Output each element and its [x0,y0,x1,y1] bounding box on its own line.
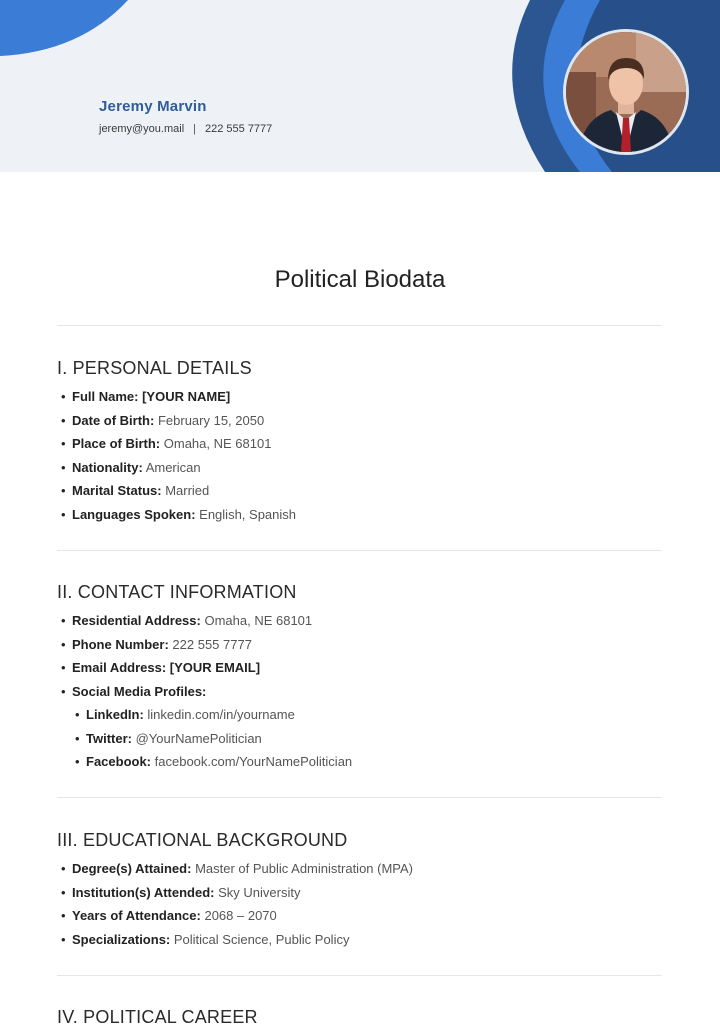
item-label: Specializations: [72,931,171,947]
section-heading: I. PERSONAL DETAILS [57,358,252,378]
document-title: Political Biodata [274,266,446,293]
divider [57,550,662,551]
section-heading: III. EDUCATIONAL BACKGROUND [57,830,348,850]
list-item [57,456,667,480]
item-value: facebook.com/YourNamePolitician [154,754,353,769]
item-label: Facebook: [86,754,152,769]
item-value: February 15, 2050 [157,412,265,428]
item-value: linkedin.com/in/yourname [147,707,295,722]
section-contact-information [57,582,667,774]
item-value: [YOUR EMAIL] [169,660,261,675]
list-item [57,857,667,881]
list-item [57,680,667,704]
list-item [57,928,667,952]
header-banner [0,0,720,172]
portrait-illustration [566,32,686,152]
header-phone: 222 555 7777 [205,123,273,135]
list-item [57,385,667,409]
item-value: English, Spanish [199,506,296,522]
social-item-linkedin [57,703,667,727]
item-value: 222 555 7777 [172,636,252,652]
social-item-twitter [57,727,667,751]
item-value: Master of Public Administration (MPA) [195,861,414,876]
list-item [57,432,667,456]
header-email: jeremy@you.mail [99,123,185,135]
item-label: Date of Birth: [72,412,155,428]
portrait-photo [563,29,689,155]
item-value: Political Science, Public Policy [173,931,350,947]
social-item-facebook [57,750,667,774]
item-label: Phone Number: [72,636,169,652]
list-item [57,503,667,527]
item-label: Institution(s) Attended: [72,884,215,900]
personal-details-list [57,385,667,526]
item-label: Degree(s) Attained: [72,861,192,876]
item-value: 2068 – 2070 [204,908,277,923]
list-item [57,881,667,905]
contact-line [99,123,272,135]
item-value: Omaha, NE 68101 [163,436,272,451]
item-label: LinkedIn: [86,707,144,722]
item-label: Email Address: [72,660,167,675]
item-value: Married [165,483,210,498]
divider [57,797,662,798]
item-label: Social Media Profiles: [72,683,207,699]
education-list [57,857,667,951]
list-item [57,904,667,928]
item-value: Sky University [218,884,301,900]
item-value: Omaha, NE 68101 [204,613,313,628]
item-value: American [145,459,201,475]
item-label: Years of Attendance: [72,908,201,923]
item-label: Full Name: [72,389,139,404]
person-name: Jeremy Marvin [99,98,207,115]
item-label: Twitter: [86,730,132,746]
separator: | [193,123,196,135]
item-value: [YOUR NAME] [142,389,231,404]
item-label: Nationality: [72,459,143,475]
divider [57,325,662,326]
list-item [57,479,667,503]
list-item [57,609,667,633]
item-label: Residential Address: [72,613,201,628]
section-heading: IV. POLITICAL CAREER [57,1007,258,1027]
contact-information-list [57,609,667,703]
item-value: @YourNamePolitician [135,730,262,746]
item-label: Place of Birth: [72,436,161,451]
section-educational-background [57,830,667,951]
social-media-list [57,703,667,774]
divider [57,975,662,976]
list-item [57,633,667,657]
section-heading: II. CONTACT INFORMATION [57,582,297,602]
list-item [57,656,667,680]
item-label: Marital Status: [72,483,162,498]
section-political-career [57,1007,667,1034]
list-item [57,409,667,433]
item-label: Languages Spoken: [72,506,196,522]
section-personal-details [57,358,667,526]
